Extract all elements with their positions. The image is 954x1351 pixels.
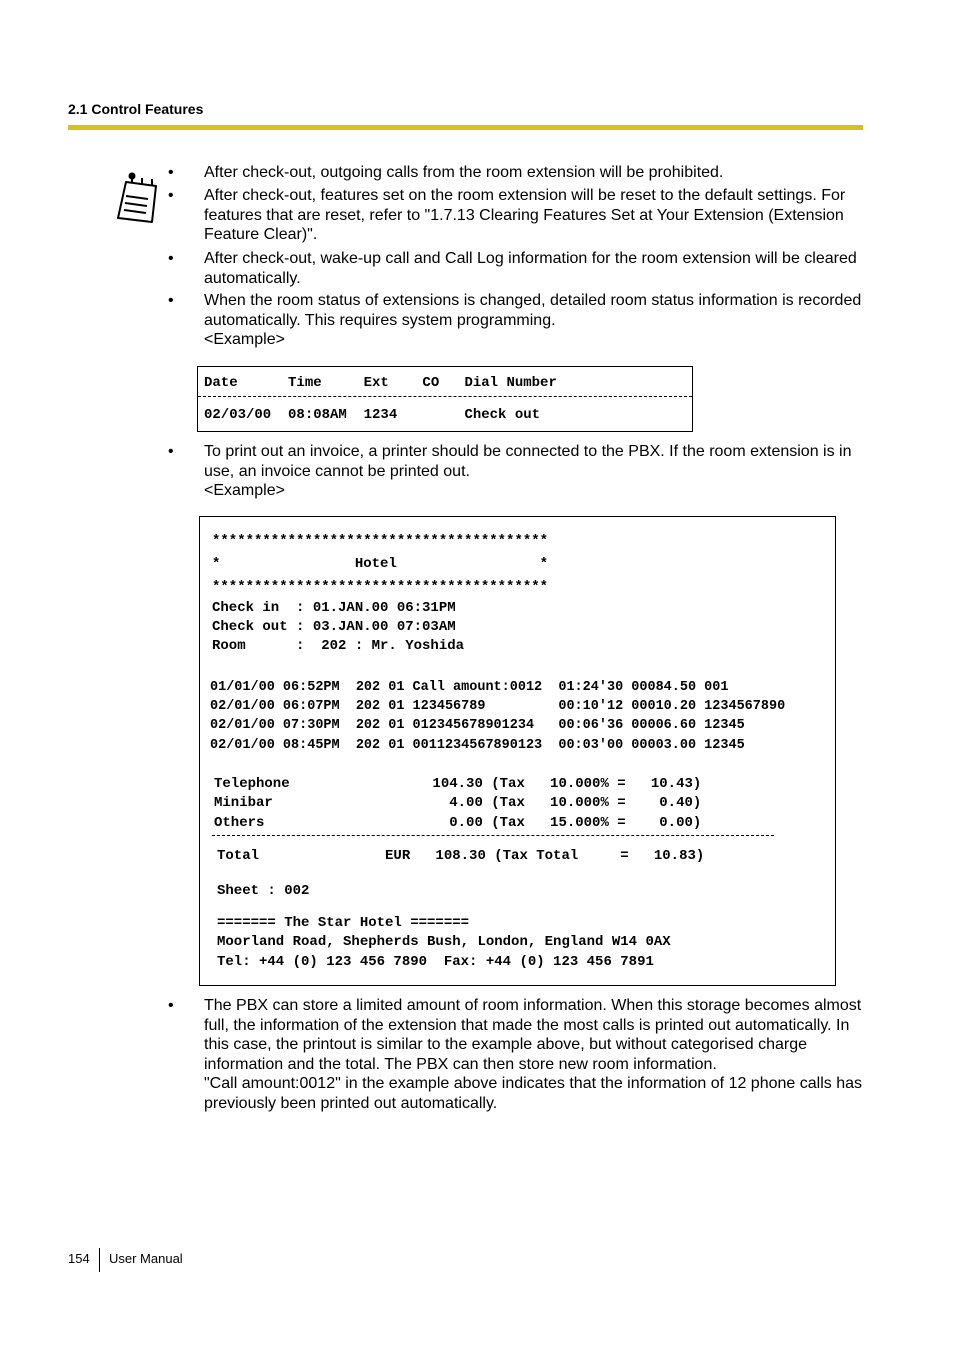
room-status-log-example <box>197 366 693 432</box>
bullet-paragraph <box>204 249 857 288</box>
log-data-row: 02/03/00 08:08AM 1234 Check out <box>204 407 541 423</box>
text-line: automatically. <box>204 269 301 287</box>
dashed-divider <box>212 835 774 836</box>
invoice-stars: **************************************** <box>212 579 549 595</box>
invoice-check-in: Check in : 01.JAN.00 06:31PM <box>212 600 456 616</box>
invoice-charge-row: Others 0.00 (Tax 15.000% = 0.00) <box>214 815 702 831</box>
text-line: Feature Clear)". <box>204 226 318 243</box>
text-line: previously been printed out automatically. <box>204 1094 498 1112</box>
text-line: After check-out, features set on the room extension will be reset to the default settings. For <box>204 187 846 204</box>
bullet-mark: • <box>168 443 174 460</box>
text-line: information and the total. The PBX can then store new room information. <box>204 1055 717 1073</box>
text-line: After check-out, outgoing calls from the room extension will be prohibited. <box>204 164 724 181</box>
invoice-stars: **************************************** <box>212 533 549 549</box>
bullet-mark: • <box>168 250 174 267</box>
log-header-row: Date Time Ext CO Dial Number <box>204 375 557 391</box>
text-line: The PBX can store a limited amount of room information. When this storage becomes almost <box>204 997 862 1014</box>
text-line: After check-out, wake-up call and Call Log information for the room extension will be cleared <box>204 250 857 267</box>
text-line: When the room status of extensions is changed, detailed room status information is recorded <box>204 292 862 309</box>
footer-label: User Manual <box>109 1251 183 1266</box>
bullet-mark: • <box>168 164 174 181</box>
text-line: "Call amount:0012" in the example above indicates that the information of 12 phone calls has <box>204 1075 862 1092</box>
header-rule <box>68 125 863 130</box>
invoice-hotel-title: * Hotel * <box>212 556 549 572</box>
invoice-hotel-name: ======= The Star Hotel ======= <box>217 915 470 931</box>
invoice-call-row: 02/01/00 08:45PM 202 01 0011234567890123 00:03'00 00003.00 12345 <box>210 738 745 753</box>
footer-divider <box>99 1248 100 1272</box>
invoice-hotel-contact: Tel: +44 (0) 123 456 7890 Fax: +44 (0) 123 456 7891 <box>217 954 654 970</box>
section-title: 2.1 Control Features <box>68 101 204 117</box>
invoice-example <box>199 516 836 986</box>
invoice-total: Total EUR 108.30 (Tax Total = 10.83) <box>217 848 705 864</box>
invoice-check-out: Check out : 03.JAN.00 07:03AM <box>212 619 456 635</box>
bullet-paragraph <box>204 291 862 350</box>
invoice-sheet: Sheet : 002 <box>217 883 310 899</box>
invoice-room: Room : 202 : Mr. Yoshida <box>212 638 465 654</box>
page-number: 154 <box>68 1251 90 1266</box>
invoice-hotel-address: Moorland Road, Shepherds Bush, London, England W14 0AX <box>217 934 671 950</box>
invoice-charge-row: Telephone 104.30 (Tax 10.000% = 10.43) <box>214 776 702 792</box>
bullet-paragraph <box>204 442 854 501</box>
text-line: use, an invoice cannot be printed out. <box>204 462 470 480</box>
bullet-paragraph <box>204 996 862 1113</box>
text-line: features that are reset, refer to "1.7.13 Clearing Features Set at Your Extension (Extension <box>204 206 844 224</box>
text-line: automatically. This requires system programming. <box>204 311 556 329</box>
text-line: full, the information of the extension that made the most calls is printed out automatically. In <box>204 1016 850 1034</box>
bullet-paragraph <box>204 186 854 245</box>
bullet-mark: • <box>168 997 174 1014</box>
note-pad-icon <box>112 170 164 226</box>
text-line: this case, the printout is similar to the example above, but without categorised charge <box>204 1036 807 1053</box>
bullet-paragraph <box>204 163 854 183</box>
dashed-divider <box>198 396 692 397</box>
text-line: <Example> <box>204 331 285 348</box>
invoice-call-row: 02/01/00 06:07PM 202 01 123456789 00:10'12 00010.20 1234567890 <box>210 699 786 714</box>
invoice-charge-row: Minibar 4.00 (Tax 10.000% = 0.40) <box>214 795 702 811</box>
text-line: <Example> <box>204 482 285 499</box>
bullet-mark: • <box>168 292 174 309</box>
text-line: To print out an invoice, a printer should be connected to the PBX. If the room extension is in <box>204 443 852 460</box>
bullet-mark: • <box>168 187 174 204</box>
invoice-call-row: 01/01/00 06:52PM 202 01 Call amount:0012 01:24'30 00084.50 001 <box>210 680 729 695</box>
invoice-call-row: 02/01/00 07:30PM 202 01 012345678901234 00:06'36 00006.60 12345 <box>210 718 745 733</box>
